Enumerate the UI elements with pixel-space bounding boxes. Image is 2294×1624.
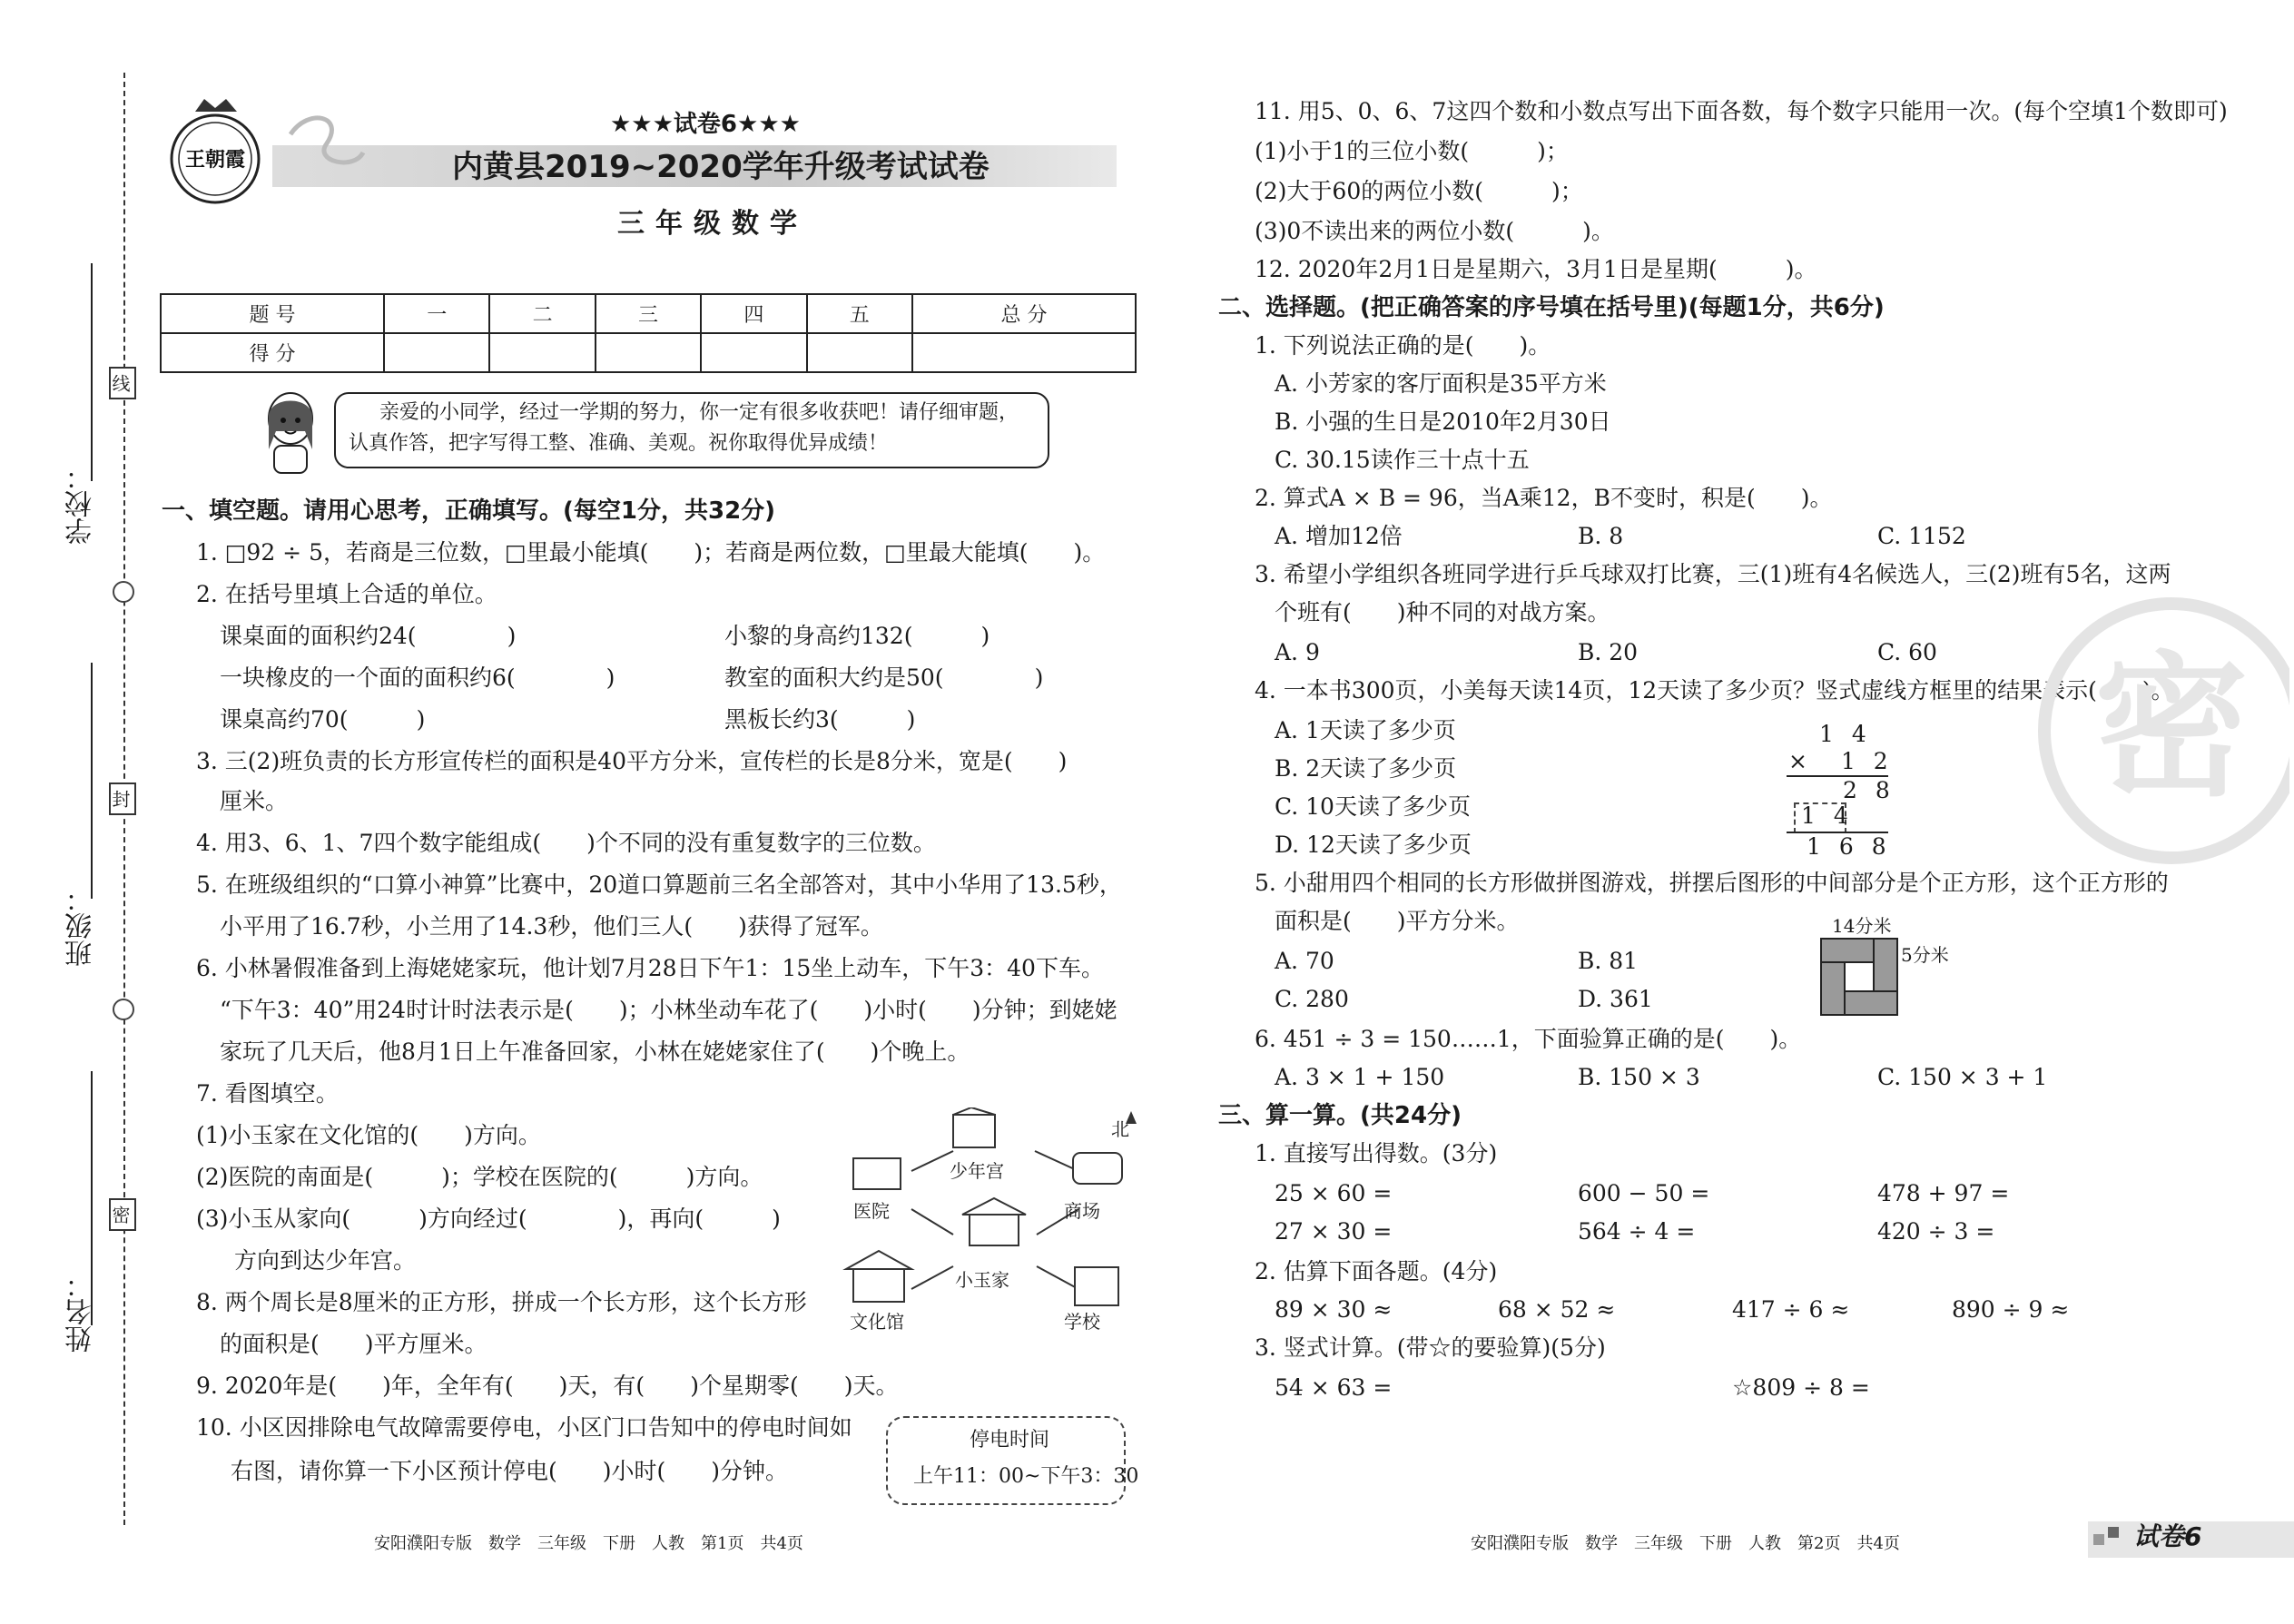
figure-label: 5分米 bbox=[1901, 944, 1949, 966]
question-text: 4. 用3、6、1、7四个数字能组成( )个不同的没有重复数字的三位数。 bbox=[196, 830, 936, 856]
score-header-cell: 四 bbox=[701, 294, 806, 333]
calc-item: 54 × 63 = bbox=[1275, 1374, 1393, 1401]
calc-item: 420 ÷ 3 = bbox=[1877, 1218, 1995, 1245]
option-text: C. 10天读了多少页 bbox=[1275, 793, 1471, 820]
question-text: 9. 2020年是( )年，全年有( )天，有( )个星期零( )天。 bbox=[196, 1373, 899, 1399]
option-text: A. 小芳家的客厅面积是35平方米 bbox=[1275, 370, 1607, 397]
section-title: 一、填空题。请用心思考，正确填写。(每空1分，共32分) bbox=[162, 497, 776, 525]
option-text: A. 3 × 1 + 150 bbox=[1275, 1064, 1445, 1090]
question-text: (1)小玉家在文化馆的( )方向。 bbox=[196, 1122, 541, 1148]
score-input-cell[interactable] bbox=[701, 333, 806, 372]
notice-title: 停电时间 bbox=[970, 1429, 1050, 1452]
map-place-label: 学校 bbox=[1064, 1311, 1100, 1333]
notice-time: 上午11：00~下午3：30 bbox=[913, 1465, 1139, 1488]
rectangle-puzzle-figure bbox=[1819, 937, 1901, 1019]
score-input-cell[interactable] bbox=[596, 333, 701, 372]
calc-item: 478 + 97 = bbox=[1877, 1180, 2010, 1206]
question-text: 个班有( )种不同的对战方案。 bbox=[1275, 599, 1610, 625]
page-footer: 安阳濮阳专版 数学 三年级 下册 人教 第2页 共4页 bbox=[1471, 1534, 1900, 1553]
question-text: 一块橡皮的一个面的面积约6( ) bbox=[220, 664, 615, 691]
question-text: 教室的面积大约是50( ) bbox=[724, 664, 1044, 691]
question-text: 课桌高约70( ) bbox=[220, 706, 426, 733]
question-text: 2. 估算下面各题。(4分) bbox=[1255, 1258, 1498, 1284]
question-text: 家玩了几天后，他8月1日上午准备回家，小林在姥姥家住了( )个晚上。 bbox=[220, 1038, 970, 1065]
score-table bbox=[160, 293, 1137, 373]
section-title: 三、算一算。(共24分) bbox=[1218, 1102, 1462, 1129]
score-input-cell[interactable] bbox=[384, 333, 489, 372]
option-text: B. 81 bbox=[1578, 948, 1639, 974]
ribbon-icon bbox=[272, 98, 372, 207]
question-text: 3. 三(2)班负责的长方形宣传栏的面积是40平方分米，宣传栏的长是8分米，宽是( ) bbox=[196, 748, 1068, 774]
question-text: 右图，请你算一下小区预计停电( )小时( )分钟。 bbox=[231, 1458, 789, 1484]
page-footer: 安阳濮阳专版 数学 三年级 下册 人教 第1页 共4页 bbox=[374, 1534, 803, 1553]
greeting-line: 认真作答，把字写得工整、准确、美观。祝你取得优异成绩！ bbox=[349, 432, 889, 455]
question-text: 2. 在括号里填上合适的单位。 bbox=[196, 581, 497, 607]
punch-hole-icon bbox=[113, 581, 134, 603]
calc-item: 27 × 30 = bbox=[1275, 1218, 1393, 1245]
calc-item: 890 ÷ 9 ≈ bbox=[1952, 1296, 2070, 1323]
calc-item: 68 × 52 ≈ bbox=[1498, 1296, 1616, 1323]
vertical-calc-row: 1 4 bbox=[1801, 802, 1854, 829]
class-label: 班级： bbox=[65, 885, 97, 967]
question-text: 厘米。 bbox=[220, 788, 289, 814]
option-text: C. 280 bbox=[1275, 986, 1349, 1012]
vertical-calc-row: × 1 2 bbox=[1788, 748, 1894, 774]
question-text: 面积是( )平方分米。 bbox=[1275, 908, 1520, 934]
score-header-cell: 一 bbox=[384, 294, 489, 333]
question-text: 8. 两个周长是8厘米的正方形，拼成一个长方形，这个长方形 bbox=[196, 1289, 807, 1315]
score-input-cell[interactable] bbox=[807, 333, 912, 372]
calc-item: ☆809 ÷ 8 = bbox=[1732, 1374, 1870, 1401]
option-text: A. 1天读了多少页 bbox=[1275, 717, 1456, 743]
seal-mark: 封 bbox=[109, 782, 136, 815]
option-text: B. 150 × 3 bbox=[1578, 1064, 1700, 1090]
question-text: 4. 一本书300页，小美每天读14页，12天读了多少页？竖式虚线方框里的结果表示( )。 bbox=[1255, 677, 2174, 704]
vertical-calc-row: 1 4 bbox=[1819, 721, 1872, 747]
figure-label: 14分米 bbox=[1832, 915, 1892, 937]
secret-stamp-icon bbox=[2026, 581, 2289, 881]
question-text: 2. 算式A × B = 96，当A乘12，B不变时，积是( )。 bbox=[1255, 485, 1833, 511]
subject-title: 三年级数学 bbox=[617, 208, 808, 240]
question-text: 5. 小甜用四个相同的长方形做拼图游戏，拼摆后图形的中间部分是个正方形，这个正方形的 bbox=[1255, 870, 2169, 896]
question-text: 1. 直接写出得数。(3分) bbox=[1255, 1140, 1498, 1166]
option-text: B. 20 bbox=[1578, 639, 1639, 665]
line-mark: 线 bbox=[109, 367, 136, 399]
calc-item: 89 × 30 ≈ bbox=[1275, 1296, 1393, 1323]
svg-text:王朝霞: 王朝霞 bbox=[184, 148, 246, 172]
vertical-calc-row: 2 8 bbox=[1843, 777, 1895, 803]
option-text: C. 150 × 3 + 1 bbox=[1877, 1064, 2048, 1090]
school-underline bbox=[91, 263, 93, 481]
map-place-label: 商场 bbox=[1064, 1200, 1100, 1222]
question-text: (3)0不读出来的两位小数( )。 bbox=[1255, 218, 1614, 244]
class-underline bbox=[91, 663, 93, 899]
question-text: 1. 下列说法正确的是( )。 bbox=[1255, 332, 1551, 359]
option-text: C. 30.15读作三十点十五 bbox=[1275, 447, 1530, 473]
question-text: (2)医院的南面是( )；学校在医院的( )方向。 bbox=[196, 1164, 763, 1190]
question-text: 3. 希望小学组织各班同学进行乒乓球双打比赛，三(1)班有4名候选人，三(2)班有5名，这两 bbox=[1255, 561, 2171, 587]
page-title: 内黄县2019~2020学年升级考试试卷 bbox=[452, 149, 989, 185]
question-text: 12. 2020年2月1日是星期六，3月1日是星期( )。 bbox=[1255, 256, 1817, 282]
option-text: C. 1152 bbox=[1877, 523, 1966, 549]
score-header-cell: 五 bbox=[807, 294, 912, 333]
option-text: D. 361 bbox=[1578, 986, 1653, 1012]
question-text: 课桌面的面积约24( ) bbox=[220, 623, 517, 649]
score-header-cell: 总 分 bbox=[912, 294, 1136, 333]
option-text: A. 9 bbox=[1275, 639, 1320, 665]
name-label: 姓名： bbox=[65, 1271, 97, 1353]
question-text: (2)大于60的两位小数( )； bbox=[1255, 178, 1583, 204]
question-text: 1. □92 ÷ 5，若商是三位数，□里最小能填( )；若商是两位数，□里最大能填( )。 bbox=[196, 539, 1106, 566]
paper-tag: ★★★试卷6★★★ bbox=[610, 111, 801, 138]
vertical-calc-row: 1 6 8 bbox=[1807, 833, 1892, 860]
punch-hole-icon bbox=[113, 999, 134, 1020]
question-text: 6. 小林暑假准备到上海姥姥家玩，他计划7月28日下午1：15坐上动车，下午3：40下车。 bbox=[196, 955, 1104, 981]
question-text: 方向到达少年宫。 bbox=[234, 1247, 417, 1274]
calc-item: 417 ÷ 6 ≈ bbox=[1732, 1296, 1850, 1323]
question-text: 小平用了16.7秒，小兰用了14.3秒，他们三人( )获得了冠军。 bbox=[220, 913, 883, 940]
option-text: B. 8 bbox=[1578, 523, 1624, 549]
calc-item: 564 ÷ 4 = bbox=[1578, 1218, 1696, 1245]
question-text: 7. 看图填空。 bbox=[196, 1080, 339, 1107]
score-input-cell[interactable] bbox=[912, 333, 1136, 372]
question-text: (1)小于1的三位小数( )； bbox=[1255, 138, 1569, 164]
logo-icon bbox=[168, 95, 263, 213]
paper-tag-footer: 试卷6 bbox=[2133, 1521, 2202, 1551]
option-text: D. 12天读了多少页 bbox=[1275, 832, 1472, 858]
question-text: 3. 竖式计算。(带☆的要验算)(5分) bbox=[1255, 1334, 1606, 1361]
option-text: A. 增加12倍 bbox=[1275, 523, 1403, 549]
score-row-label: 得 分 bbox=[161, 333, 384, 372]
greeting-line: 亲爱的小同学，经过一学期的努力，你一定有很多收获吧！请仔细审题， bbox=[379, 401, 1019, 424]
option-text: C. 60 bbox=[1877, 639, 1937, 665]
question-text: 5. 在班级组织的“口算小神算”比赛中，20道口算题前三名全部答对，其中小华用了13.5秒， bbox=[196, 871, 1122, 898]
question-text: 10. 小区因排除电气故障需要停电，小区门口告知中的停电时间如 bbox=[196, 1414, 852, 1441]
score-input-cell[interactable] bbox=[489, 333, 595, 372]
score-header-cell: 题 号 bbox=[161, 294, 384, 333]
school-label: 学校： bbox=[65, 463, 97, 545]
calc-item: 600 − 50 = bbox=[1578, 1180, 1710, 1206]
score-header-cell: 二 bbox=[489, 294, 595, 333]
map-place-label: 医院 bbox=[853, 1200, 890, 1222]
section-title: 二、选择题。(把正确答案的序号填在括号里)(每题1分，共6分) bbox=[1218, 294, 1885, 321]
question-text: 小黎的身高约132( ) bbox=[724, 623, 990, 649]
svg-text:密: 密 bbox=[2093, 638, 2250, 818]
north-label: 北 bbox=[1111, 1118, 1129, 1140]
score-header-cell: 三 bbox=[596, 294, 701, 333]
student-avatar-icon bbox=[254, 386, 327, 477]
map-place-label: 文化馆 bbox=[850, 1311, 904, 1333]
question-text: 6. 451 ÷ 3 = 150……1，下面验算正确的是( )。 bbox=[1255, 1026, 1802, 1052]
option-text: B. 小强的生日是2010年2月30日 bbox=[1275, 408, 1611, 435]
calc-item: 25 × 60 = bbox=[1275, 1180, 1393, 1206]
question-text: 的面积是( )平方厘米。 bbox=[220, 1331, 487, 1357]
question-text: (3)小玉从家向( )方向经过( )，再向( ) bbox=[196, 1206, 781, 1232]
secret-mark: 密 bbox=[109, 1198, 136, 1231]
question-text: 11. 用5、0、6、7这四个数和小数点写出下面各数，每个数字只能用一次。(每个空填1个数即可) bbox=[1255, 98, 2228, 124]
option-text: B. 2天读了多少页 bbox=[1275, 755, 1457, 782]
map-place-label: 小玉家 bbox=[955, 1269, 1009, 1291]
map-place-label: 少年宫 bbox=[950, 1160, 1004, 1182]
option-text: A. 70 bbox=[1275, 948, 1334, 974]
footer-dot-icon bbox=[2108, 1527, 2119, 1538]
footer-dot-icon bbox=[2093, 1534, 2104, 1545]
question-text: “下午3：40”用24时计时法表示是( )；小林坐动车花了( )小时( )分钟；到姥姥 bbox=[220, 997, 1117, 1023]
question-text: 黑板长约3( ) bbox=[724, 706, 916, 733]
